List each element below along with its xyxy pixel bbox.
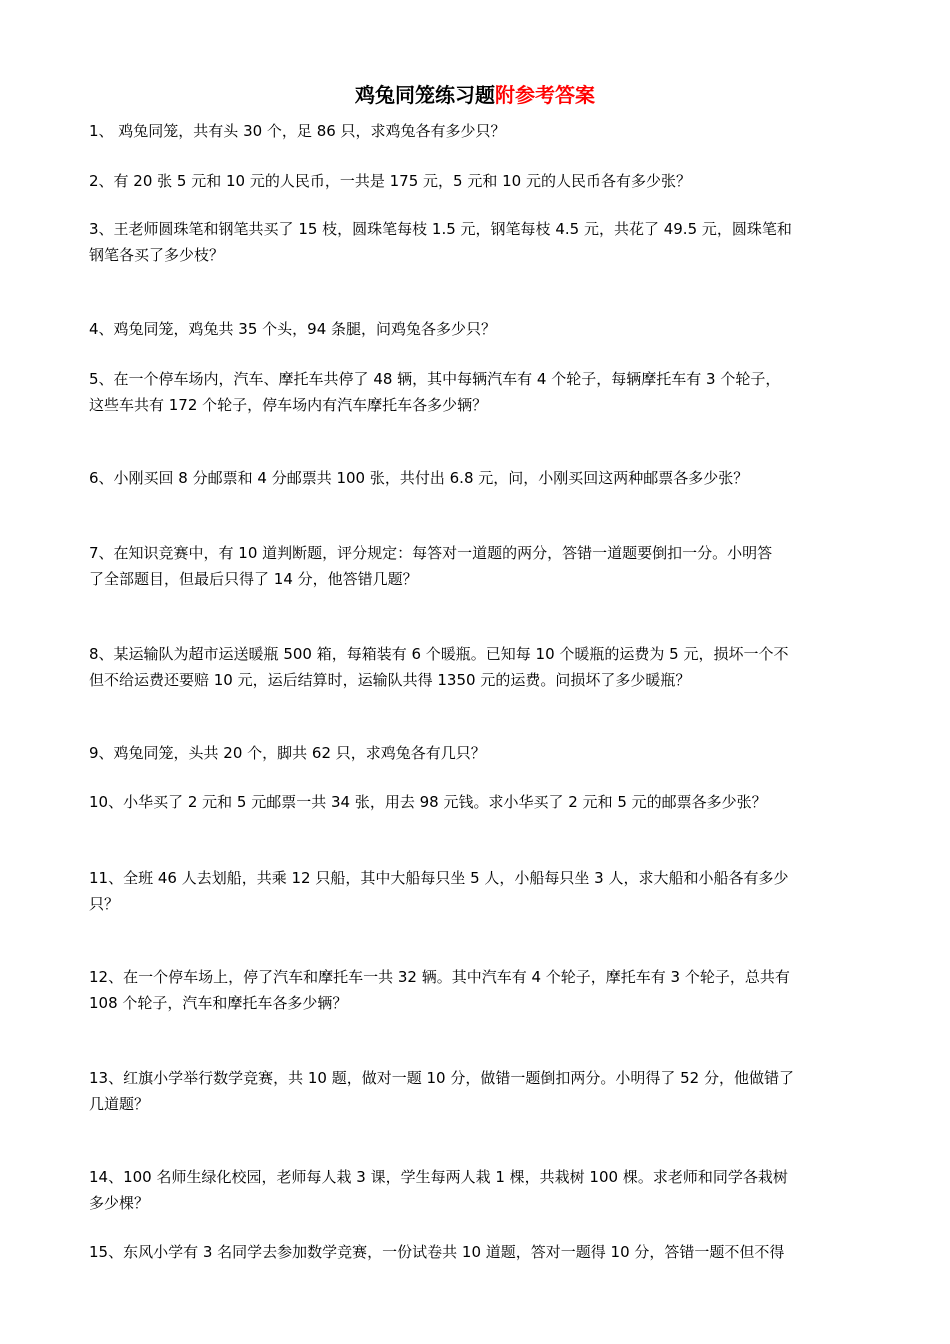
question-line: 钢笔各买了多少枝？: [89, 246, 225, 264]
title-answer-note: 附参考答案: [495, 83, 595, 107]
question-8: [89, 641, 864, 693]
question-line: 多少棵？: [89, 1194, 150, 1212]
question-5: [89, 366, 864, 418]
question-line: 了全部题目，但最后只得了 14 分，他答错几题？: [89, 570, 418, 588]
question-line: 11、全班 46 人去划船，共乘 12 只船，其中大船每只坐 5 人，小船每只坐 3 人，求大船和小船各有多少: [89, 869, 789, 887]
question-line: 6、小刚买回 8 分邮票和 4 分邮票共 100 张，共付出 6.8 元，问，小刚买回这两种邮票各多少张？: [89, 469, 749, 487]
title-main: 鸡兔同笼练习题: [355, 83, 495, 107]
question-4: [89, 316, 864, 342]
question-line: 108 个轮子，汽车和摩托车各多少辆？: [89, 994, 348, 1012]
question-2: [89, 168, 864, 194]
question-1: [89, 118, 864, 144]
question-10: [89, 789, 864, 815]
question-line: 10、小华买了 2 元和 5 元邮票一共 34 张，用去 98 元钱。求小华买了 2 元和 5 元的邮票各多少张？: [89, 793, 767, 811]
question-line: 4、鸡兔同笼，鸡兔共 35 个头，94 条腿，问鸡兔各多少只？: [89, 320, 497, 338]
question-9: [89, 740, 864, 766]
question-line: 2、有 20 张 5 元和 10 元的人民币，一共是 175 元，5 元和 10 元的人民币各有多少张？: [89, 172, 691, 190]
question-line: 只？: [89, 895, 120, 913]
question-line: 几道题？: [89, 1095, 150, 1113]
page-title: [0, 80, 950, 110]
question-line: 但不给运费还要赔 10 元，运后结算时，运输队共得 1350 元的运费。问损坏了多少暖瓶？: [89, 671, 691, 689]
question-15: [89, 1239, 864, 1265]
question-line: 3、王老师圆珠笔和钢笔共买了 15 枝，圆珠笔每枝 1.5 元，钢笔每枝 4.5 元，共花了 49.5 元，圆珠笔和: [89, 220, 792, 238]
question-line: 1、 鸡兔同笼，共有头 30 个，足 86 只，求鸡兔各有多少只？: [89, 122, 506, 140]
question-line: 5、在一个停车场内，汽车、摩托车共停了 48 辆，其中每辆汽车有 4 个轮子，每辆摩托车有 3 个轮子，: [89, 370, 781, 388]
question-line: 这些车共有 172 个轮子，停车场内有汽车摩托车各多少辆？: [89, 396, 488, 414]
question-6: [89, 465, 864, 491]
question-13: [89, 1065, 864, 1117]
question-line: 9、鸡兔同笼，头共 20 个，脚共 62 只，求鸡兔各有几只？: [89, 744, 486, 762]
question-line: 14、100 名师生绿化校园，老师每人栽 3 课，学生每两人栽 1 棵，共栽树 100 棵。求老师和同学各栽树: [89, 1168, 788, 1186]
question-3: [89, 216, 864, 268]
question-11: [89, 865, 864, 917]
question-line: 7、在知识竞赛中，有 10 道判断题，评分规定：每答对一道题的两分，答错一道题要倒扣一分。小明答: [89, 544, 773, 562]
question-line: 15、东风小学有 3 名同学去参加数学竞赛，一份试卷共 10 道题，答对一题得 10 分，答错一题不但不得: [89, 1243, 785, 1261]
question-14: [89, 1164, 864, 1216]
question-line: 12、在一个停车场上，停了汽车和摩托车一共 32 辆。其中汽车有 4 个轮子，摩托车有 3 个轮子，总共有: [89, 968, 790, 986]
question-line: 8、某运输队为超市运送暖瓶 500 箱，每箱装有 6 个暖瓶。已知每 10 个暖瓶的运费为 5 元，损坏一个不: [89, 645, 789, 663]
question-7: [89, 540, 864, 592]
question-line: 13、红旗小学举行数学竞赛，共 10 题，做对一题 10 分，做错一题倒扣两分。小明得了 52 分，他做错了: [89, 1069, 794, 1087]
question-12: [89, 964, 864, 1016]
